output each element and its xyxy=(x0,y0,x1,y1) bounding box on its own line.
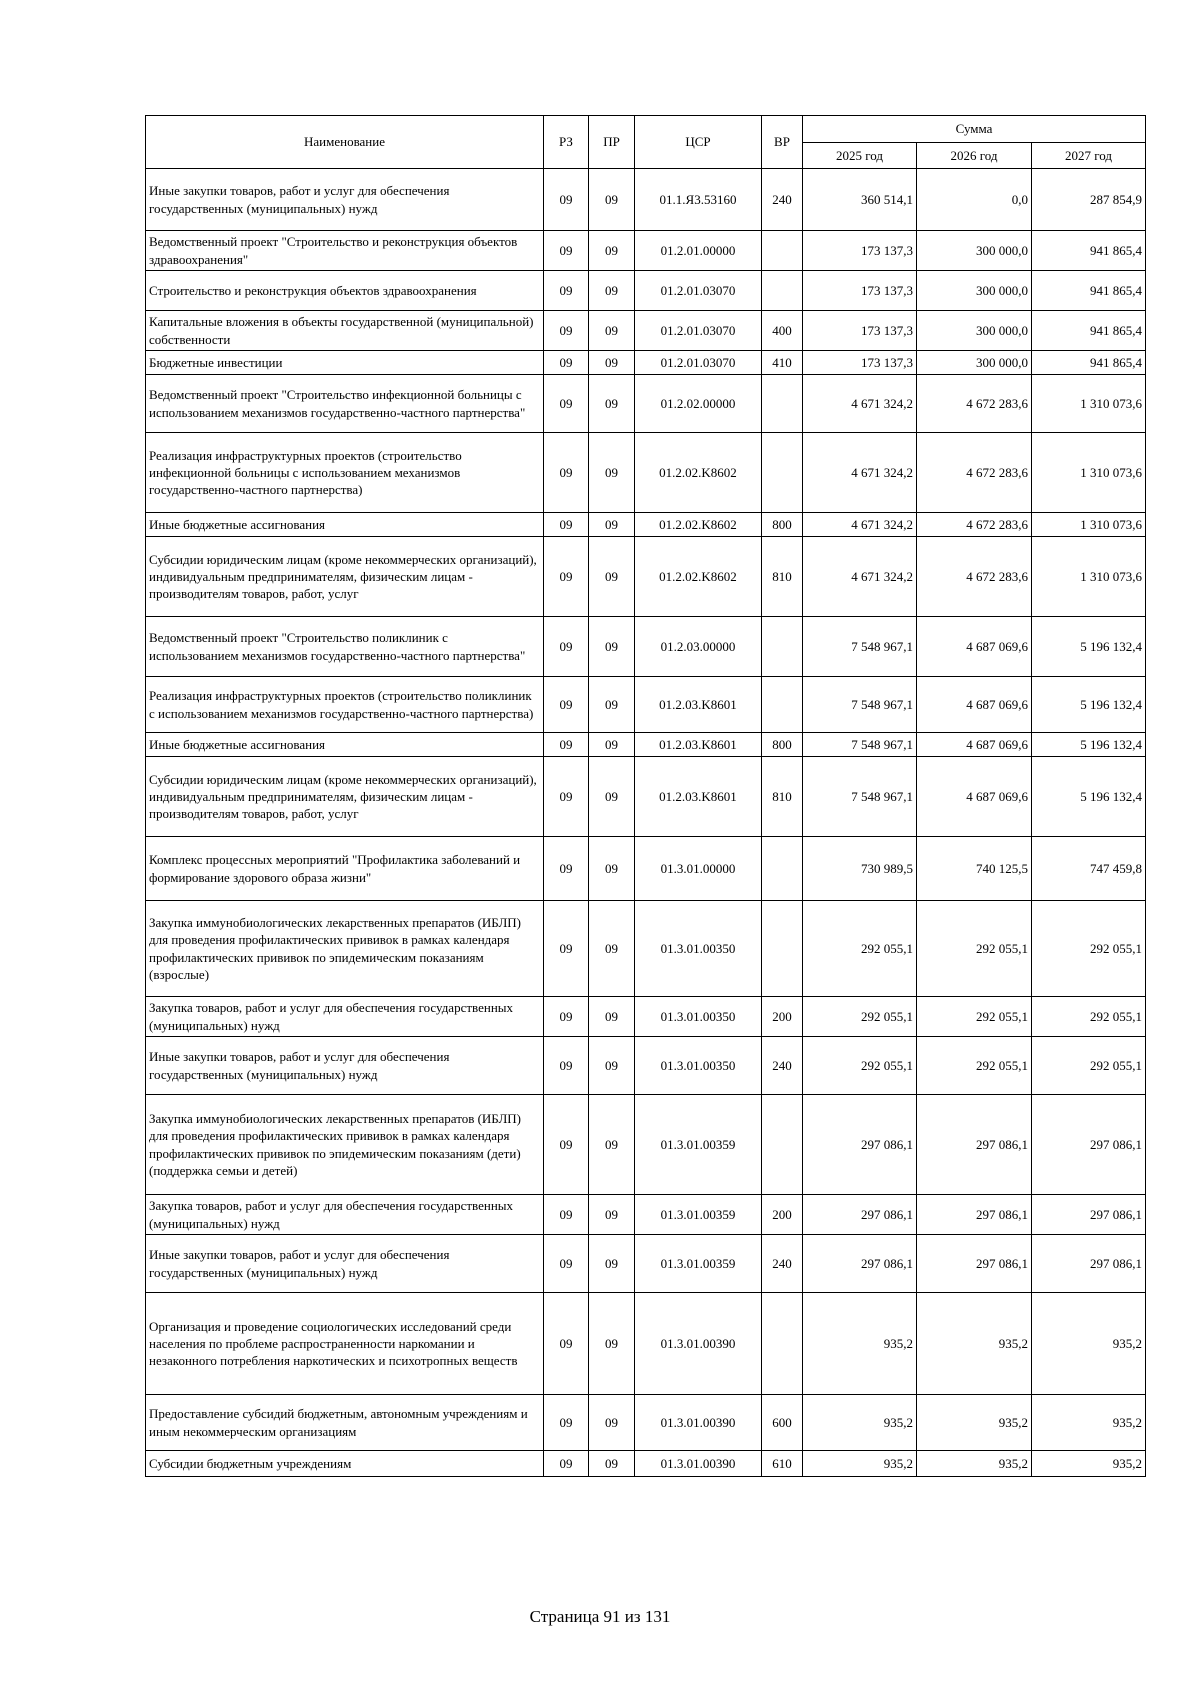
cell-csr: 01.2.03.K8601 xyxy=(635,677,762,733)
cell-2025: 173 137,3 xyxy=(803,351,917,375)
cell-csr: 01.1.Я3.53160 xyxy=(635,169,762,231)
cell-rz: 09 xyxy=(544,1451,589,1477)
cell-2025: 173 137,3 xyxy=(803,271,917,311)
cell-name: Предоставление субсидий бюджетным, автономным учреждениям и иным некоммерческим организациям xyxy=(146,1395,544,1451)
table-row xyxy=(146,231,1146,271)
cell-2025: 297 086,1 xyxy=(803,1235,917,1293)
cell-2025: 935,2 xyxy=(803,1395,917,1451)
cell-name: Иные бюджетные ассигнования xyxy=(146,733,544,757)
cell-csr: 01.3.01.00359 xyxy=(635,1195,762,1235)
cell-csr: 01.2.02.K8602 xyxy=(635,537,762,617)
cell-csr: 01.3.01.00390 xyxy=(635,1395,762,1451)
table-row xyxy=(146,733,1146,757)
table-row xyxy=(146,375,1146,433)
table-row xyxy=(146,271,1146,311)
cell-csr: 01.3.01.00350 xyxy=(635,1037,762,1095)
cell-csr: 01.2.02.K8602 xyxy=(635,513,762,537)
cell-2027: 1 310 073,6 xyxy=(1032,513,1146,537)
cell-vr: 800 xyxy=(762,513,803,537)
cell-2027: 5 196 132,4 xyxy=(1032,733,1146,757)
page-number: Страница 91 из 131 xyxy=(529,1607,671,1626)
cell-name: Субсидии юридическим лицам (кроме некоммерческих организаций), индивидуальным предпринимателям, физическим лицам - производителям товаров, работ, услуг xyxy=(146,537,544,617)
cell-vr: 240 xyxy=(762,1037,803,1095)
cell-csr: 01.2.01.03070 xyxy=(635,311,762,351)
cell-2025: 7 548 967,1 xyxy=(803,757,917,837)
table-header xyxy=(146,116,1146,169)
cell-rz: 09 xyxy=(544,1095,589,1195)
cell-name: Иные закупки товаров, работ и услуг для обеспечения государственных (муниципальных) нужд xyxy=(146,1037,544,1095)
cell-rz: 09 xyxy=(544,757,589,837)
cell-vr xyxy=(762,375,803,433)
cell-pr: 09 xyxy=(589,231,635,271)
cell-csr: 01.2.01.03070 xyxy=(635,351,762,375)
table-row xyxy=(146,617,1146,677)
cell-2025: 7 548 967,1 xyxy=(803,733,917,757)
cell-csr: 01.3.01.00390 xyxy=(635,1451,762,1477)
table-row xyxy=(146,677,1146,733)
cell-2025: 173 137,3 xyxy=(803,231,917,271)
cell-vr xyxy=(762,271,803,311)
cell-2025: 297 086,1 xyxy=(803,1195,917,1235)
table-row xyxy=(146,837,1146,901)
cell-2026: 292 055,1 xyxy=(917,997,1032,1037)
table-row xyxy=(146,169,1146,231)
cell-2026: 300 000,0 xyxy=(917,311,1032,351)
table-row xyxy=(146,1451,1146,1477)
cell-2027: 297 086,1 xyxy=(1032,1235,1146,1293)
table-row xyxy=(146,1235,1146,1293)
cell-csr: 01.3.01.00359 xyxy=(635,1095,762,1195)
header-rz: РЗ xyxy=(544,116,589,169)
cell-name: Закупка иммунобиологических лекарственных препаратов (ИБЛП) для проведения профилактических прививок в рамках календаря профилактических прививок по эпидемическим показаниям (взрослые) xyxy=(146,901,544,997)
cell-2026: 297 086,1 xyxy=(917,1235,1032,1293)
cell-2026: 4 687 069,6 xyxy=(917,677,1032,733)
cell-2026: 935,2 xyxy=(917,1395,1032,1451)
cell-2027: 1 310 073,6 xyxy=(1032,433,1146,513)
table-row xyxy=(146,433,1146,513)
cell-2026: 4 672 283,6 xyxy=(917,513,1032,537)
cell-name: Иные закупки товаров, работ и услуг для обеспечения государственных (муниципальных) нужд xyxy=(146,1235,544,1293)
cell-vr: 200 xyxy=(762,997,803,1037)
cell-rz: 09 xyxy=(544,537,589,617)
cell-name: Иные закупки товаров, работ и услуг для обеспечения государственных (муниципальных) нужд xyxy=(146,169,544,231)
cell-vr: 410 xyxy=(762,351,803,375)
cell-2027: 5 196 132,4 xyxy=(1032,757,1146,837)
cell-csr: 01.2.03.K8601 xyxy=(635,757,762,837)
cell-rz: 09 xyxy=(544,513,589,537)
cell-rz: 09 xyxy=(544,617,589,677)
cell-2026: 300 000,0 xyxy=(917,351,1032,375)
table-row xyxy=(146,1037,1146,1095)
cell-rz: 09 xyxy=(544,733,589,757)
cell-name: Реализация инфраструктурных проектов (строительство поликлиник с использованием механизмов государственно-частного партнерства) xyxy=(146,677,544,733)
table-row xyxy=(146,901,1146,997)
cell-pr: 09 xyxy=(589,1037,635,1095)
table-body xyxy=(146,169,1146,1477)
cell-2025: 7 548 967,1 xyxy=(803,677,917,733)
cell-pr: 09 xyxy=(589,1095,635,1195)
cell-2025: 292 055,1 xyxy=(803,1037,917,1095)
cell-2026: 740 125,5 xyxy=(917,837,1032,901)
cell-pr: 09 xyxy=(589,1293,635,1395)
cell-pr: 09 xyxy=(589,537,635,617)
header-year-2027: 2027 год xyxy=(1032,143,1146,169)
cell-pr: 09 xyxy=(589,757,635,837)
cell-2025: 292 055,1 xyxy=(803,901,917,997)
cell-2027: 1 310 073,6 xyxy=(1032,537,1146,617)
cell-name: Комплекс процессных мероприятий "Профилактика заболеваний и формирование здорового образа жизни" xyxy=(146,837,544,901)
cell-pr: 09 xyxy=(589,169,635,231)
table-row xyxy=(146,997,1146,1037)
cell-name: Реализация инфраструктурных проектов (строительство инфекционной больницы с использованием механизмов государственно-частного партнерства) xyxy=(146,433,544,513)
cell-vr: 800 xyxy=(762,733,803,757)
cell-rz: 09 xyxy=(544,375,589,433)
cell-csr: 01.3.01.00390 xyxy=(635,1293,762,1395)
cell-pr: 09 xyxy=(589,677,635,733)
header-year-2025: 2025 год xyxy=(803,143,917,169)
cell-vr: 810 xyxy=(762,537,803,617)
cell-name: Ведомственный проект "Строительство инфекционной больницы с использованием механизмов государственно-частного партнерства" xyxy=(146,375,544,433)
cell-2027: 297 086,1 xyxy=(1032,1095,1146,1195)
cell-2025: 173 137,3 xyxy=(803,311,917,351)
cell-2027: 292 055,1 xyxy=(1032,1037,1146,1095)
cell-rz: 09 xyxy=(544,351,589,375)
cell-pr: 09 xyxy=(589,733,635,757)
cell-2026: 4 687 069,6 xyxy=(917,757,1032,837)
cell-2027: 5 196 132,4 xyxy=(1032,677,1146,733)
cell-rz: 09 xyxy=(544,1293,589,1395)
cell-name: Строительство и реконструкция объектов здравоохранения xyxy=(146,271,544,311)
cell-rz: 09 xyxy=(544,1037,589,1095)
cell-2025: 4 671 324,2 xyxy=(803,375,917,433)
cell-2027: 1 310 073,6 xyxy=(1032,375,1146,433)
cell-2025: 7 548 967,1 xyxy=(803,617,917,677)
cell-2027: 941 865,4 xyxy=(1032,271,1146,311)
cell-rz: 09 xyxy=(544,677,589,733)
cell-csr: 01.2.03.00000 xyxy=(635,617,762,677)
table-row xyxy=(146,757,1146,837)
cell-2025: 935,2 xyxy=(803,1451,917,1477)
cell-2025: 730 989,5 xyxy=(803,837,917,901)
cell-name: Закупка товаров, работ и услуг для обеспечения государственных (муниципальных) нужд xyxy=(146,1195,544,1235)
cell-rz: 09 xyxy=(544,997,589,1037)
cell-vr: 200 xyxy=(762,1195,803,1235)
cell-2027: 935,2 xyxy=(1032,1395,1146,1451)
table-row xyxy=(146,1095,1146,1195)
cell-name: Закупка иммунобиологических лекарственных препаратов (ИБЛП) для проведения профилактических прививок в рамках календаря профилактических прививок по эпидемическим показаниям (дети) (поддержка семьи и детей) xyxy=(146,1095,544,1195)
cell-pr: 09 xyxy=(589,311,635,351)
cell-pr: 09 xyxy=(589,375,635,433)
cell-name: Иные бюджетные ассигнования xyxy=(146,513,544,537)
cell-2025: 4 671 324,2 xyxy=(803,513,917,537)
cell-2025: 4 671 324,2 xyxy=(803,537,917,617)
cell-2027: 287 854,9 xyxy=(1032,169,1146,231)
cell-vr: 240 xyxy=(762,1235,803,1293)
table-row xyxy=(146,513,1146,537)
cell-name: Капитальные вложения в объекты государственной (муниципальной) собственности xyxy=(146,311,544,351)
table-row xyxy=(146,311,1146,351)
cell-pr: 09 xyxy=(589,1451,635,1477)
cell-pr: 09 xyxy=(589,513,635,537)
cell-2027: 292 055,1 xyxy=(1032,997,1146,1037)
cell-vr: 400 xyxy=(762,311,803,351)
table-row xyxy=(146,537,1146,617)
cell-rz: 09 xyxy=(544,311,589,351)
cell-pr: 09 xyxy=(589,351,635,375)
cell-pr: 09 xyxy=(589,901,635,997)
cell-2025: 935,2 xyxy=(803,1293,917,1395)
cell-csr: 01.2.01.03070 xyxy=(635,271,762,311)
cell-name: Субсидии юридическим лицам (кроме некоммерческих организаций), индивидуальным предпринимателям, физическим лицам - производителям товаров, работ, услуг xyxy=(146,757,544,837)
cell-rz: 09 xyxy=(544,1195,589,1235)
cell-vr xyxy=(762,677,803,733)
cell-name: Субсидии бюджетным учреждениям xyxy=(146,1451,544,1477)
cell-csr: 01.3.01.00350 xyxy=(635,997,762,1037)
cell-2026: 297 086,1 xyxy=(917,1095,1032,1195)
table-row xyxy=(146,1395,1146,1451)
cell-csr: 01.3.01.00359 xyxy=(635,1235,762,1293)
cell-2027: 935,2 xyxy=(1032,1293,1146,1395)
cell-csr: 01.3.01.00000 xyxy=(635,837,762,901)
cell-2026: 4 687 069,6 xyxy=(917,733,1032,757)
cell-2027: 747 459,8 xyxy=(1032,837,1146,901)
cell-vr: 610 xyxy=(762,1451,803,1477)
header-csr: ЦСР xyxy=(635,116,762,169)
cell-2026: 0,0 xyxy=(917,169,1032,231)
cell-rz: 09 xyxy=(544,837,589,901)
cell-2026: 297 086,1 xyxy=(917,1195,1032,1235)
cell-2026: 4 687 069,6 xyxy=(917,617,1032,677)
cell-csr: 01.2.02.00000 xyxy=(635,375,762,433)
cell-pr: 09 xyxy=(589,617,635,677)
cell-2027: 297 086,1 xyxy=(1032,1195,1146,1235)
cell-rz: 09 xyxy=(544,901,589,997)
header-year-2026: 2026 год xyxy=(917,143,1032,169)
cell-2027: 5 196 132,4 xyxy=(1032,617,1146,677)
cell-pr: 09 xyxy=(589,837,635,901)
cell-vr xyxy=(762,433,803,513)
cell-2025: 292 055,1 xyxy=(803,997,917,1037)
cell-pr: 09 xyxy=(589,1195,635,1235)
cell-pr: 09 xyxy=(589,271,635,311)
cell-2025: 360 514,1 xyxy=(803,169,917,231)
table-row xyxy=(146,351,1146,375)
cell-vr: 810 xyxy=(762,757,803,837)
cell-pr: 09 xyxy=(589,997,635,1037)
cell-csr: 01.2.01.00000 xyxy=(635,231,762,271)
cell-name: Организация и проведение социологических исследований среди населения по проблеме распространенности наркомании и незаконного потребления наркотических и психотропных веществ xyxy=(146,1293,544,1395)
header-pr: ПР xyxy=(589,116,635,169)
cell-csr: 01.2.02.K8602 xyxy=(635,433,762,513)
cell-csr: 01.2.03.K8601 xyxy=(635,733,762,757)
cell-2026: 935,2 xyxy=(917,1293,1032,1395)
cell-2026: 935,2 xyxy=(917,1451,1032,1477)
header-vr: ВР xyxy=(762,116,803,169)
cell-2026: 4 672 283,6 xyxy=(917,375,1032,433)
cell-rz: 09 xyxy=(544,231,589,271)
cell-2027: 941 865,4 xyxy=(1032,231,1146,271)
cell-rz: 09 xyxy=(544,1235,589,1293)
cell-vr xyxy=(762,837,803,901)
budget-table xyxy=(145,115,1146,1477)
cell-2025: 297 086,1 xyxy=(803,1095,917,1195)
cell-2026: 292 055,1 xyxy=(917,1037,1032,1095)
cell-vr: 240 xyxy=(762,169,803,231)
cell-2027: 941 865,4 xyxy=(1032,351,1146,375)
cell-pr: 09 xyxy=(589,1235,635,1293)
cell-2026: 300 000,0 xyxy=(917,271,1032,311)
cell-name: Закупка товаров, работ и услуг для обеспечения государственных (муниципальных) нужд xyxy=(146,997,544,1037)
table-row xyxy=(146,1293,1146,1395)
cell-2027: 935,2 xyxy=(1032,1451,1146,1477)
cell-pr: 09 xyxy=(589,1395,635,1451)
cell-vr xyxy=(762,901,803,997)
cell-name: Ведомственный проект "Строительство поликлиник с использованием механизмов государственно-частного партнерства" xyxy=(146,617,544,677)
header-name: Наименование xyxy=(146,116,544,169)
cell-vr xyxy=(762,617,803,677)
cell-2026: 292 055,1 xyxy=(917,901,1032,997)
cell-rz: 09 xyxy=(544,433,589,513)
cell-vr xyxy=(762,1293,803,1395)
cell-rz: 09 xyxy=(544,1395,589,1451)
cell-2026: 300 000,0 xyxy=(917,231,1032,271)
cell-name: Ведомственный проект "Строительство и реконструкция объектов здравоохранения" xyxy=(146,231,544,271)
cell-vr xyxy=(762,1095,803,1195)
cell-2026: 4 672 283,6 xyxy=(917,537,1032,617)
cell-rz: 09 xyxy=(544,169,589,231)
cell-rz: 09 xyxy=(544,271,589,311)
cell-2026: 4 672 283,6 xyxy=(917,433,1032,513)
cell-vr xyxy=(762,231,803,271)
cell-2025: 4 671 324,2 xyxy=(803,433,917,513)
table-row xyxy=(146,1195,1146,1235)
cell-2027: 941 865,4 xyxy=(1032,311,1146,351)
cell-name: Бюджетные инвестиции xyxy=(146,351,544,375)
cell-vr: 600 xyxy=(762,1395,803,1451)
cell-2027: 292 055,1 xyxy=(1032,901,1146,997)
header-sum: Сумма xyxy=(803,116,1146,143)
cell-pr: 09 xyxy=(589,433,635,513)
cell-csr: 01.3.01.00350 xyxy=(635,901,762,997)
